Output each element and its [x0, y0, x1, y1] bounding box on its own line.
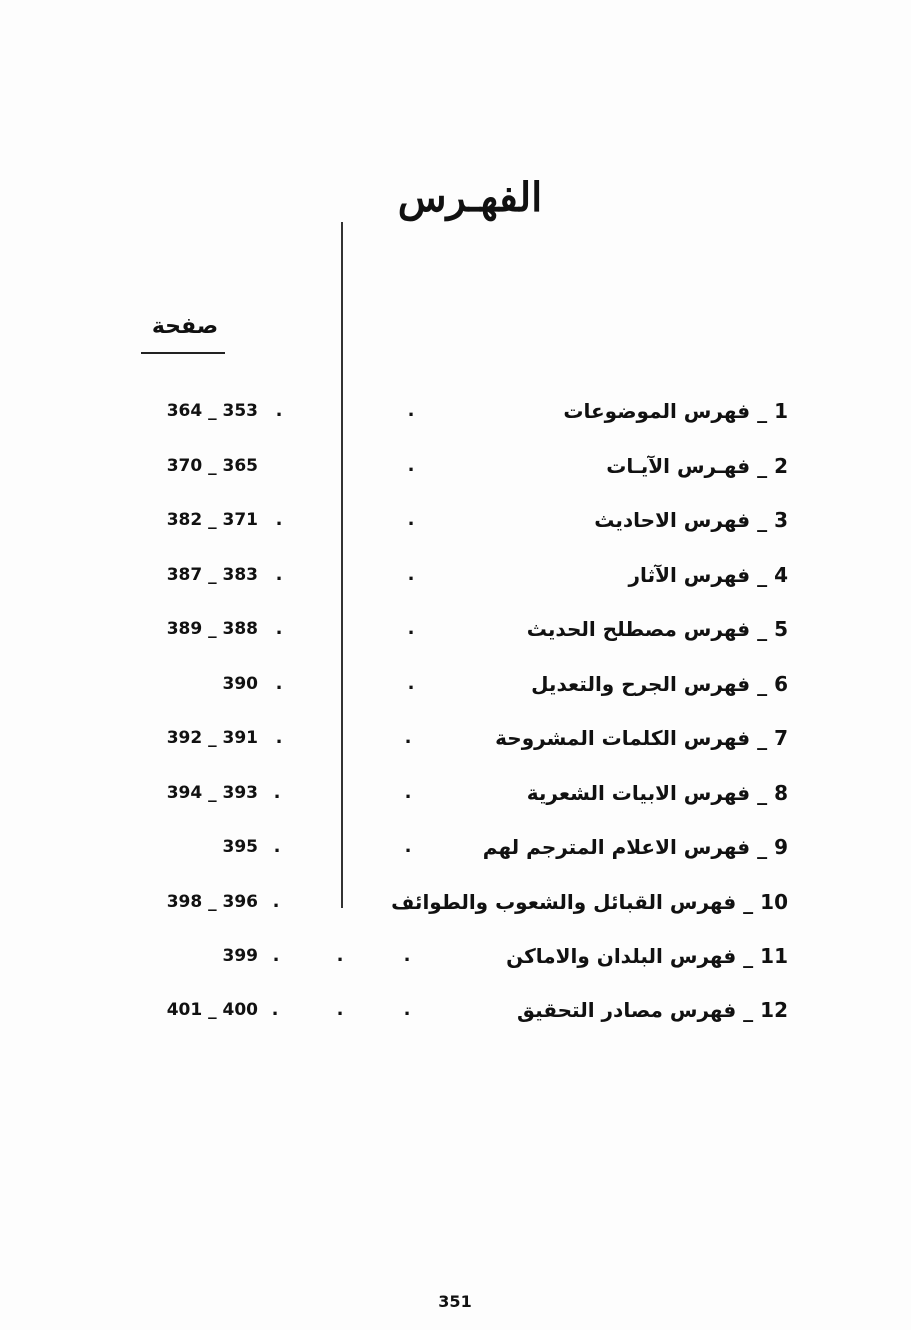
leader-dot: . — [404, 727, 412, 748]
entry-label: فهرس القبائل والشعوب والطوائف — [391, 890, 737, 914]
toc-entry: 4 _ فهرس الآثار — [628, 563, 788, 587]
entry-label: فهرس الكلمات المشروحة — [495, 726, 751, 750]
entry-pages: 390 — [222, 674, 258, 694]
toc-row-1 — [0, 394, 911, 428]
toc-row-11 — [0, 939, 911, 973]
entry-pages: 394 _ 393 — [166, 783, 258, 803]
leader-dot: . — [404, 836, 412, 857]
entry-number: 5 — [774, 617, 788, 641]
entry-pages: 387 _ 383 — [166, 565, 258, 585]
entry-number: 6 — [774, 672, 788, 696]
entry-number: 12 — [760, 998, 788, 1022]
leader-dot: . — [275, 400, 283, 421]
leader-dot: . — [275, 618, 283, 639]
leader-dot: . — [272, 891, 280, 912]
toc-row-7 — [0, 721, 911, 755]
toc-row-12 — [0, 993, 911, 1027]
index-title: الفهـرس — [397, 174, 543, 221]
leader-dot: . — [407, 673, 415, 694]
toc-entry: 3 _ فهرس الاحاديث — [594, 508, 788, 532]
entry-label: فهـرس الآيـات — [606, 454, 751, 478]
toc-entry: 6 _ فهرس الجرح والتعديل — [531, 672, 788, 696]
leader-dot: . — [407, 618, 415, 639]
entry-label: فهرس الاحاديث — [594, 508, 751, 532]
entry-number: 4 — [774, 563, 788, 587]
entry-number: 1 — [774, 399, 788, 423]
entry-number: 8 — [774, 781, 788, 805]
leader-dot: . — [275, 727, 283, 748]
entry-pages: 398 _ 396 — [166, 892, 258, 912]
toc-row-6 — [0, 667, 911, 701]
leader-dot: . — [407, 400, 415, 421]
leader-dot: . — [404, 782, 412, 803]
toc-entry: 5 _ فهرس مصطلح الحديث — [526, 617, 788, 641]
entry-pages: 382 _ 371 — [166, 510, 258, 530]
entry-pages: 395 — [222, 837, 258, 857]
entry-pages: 389 _ 388 — [166, 619, 258, 639]
toc-entry: 8 _ فهرس الابيات الشعرية — [526, 781, 788, 805]
toc-row-9 — [0, 830, 911, 864]
entry-label: فهرس الابيات الشعرية — [526, 781, 751, 805]
leader-dot: . — [273, 836, 281, 857]
leader-dot: . — [407, 564, 415, 585]
entry-pages: 370 _ 365 — [166, 456, 258, 476]
leader-dot: . — [403, 945, 411, 966]
toc-entry: 12 _ فهرس مصادر التحقيق — [517, 998, 788, 1022]
leader-dot: . — [275, 564, 283, 585]
footer-page-number: 351 — [438, 1292, 472, 1311]
entry-number: 3 — [774, 508, 788, 532]
toc-row-5 — [0, 612, 911, 646]
toc-entry: 10 _ فهرس القبائل والشعوب والطوائف — [391, 890, 788, 914]
toc-row-10 — [0, 885, 911, 919]
toc-row-8 — [0, 776, 911, 810]
leader-dot: . — [275, 673, 283, 694]
leader-dot: . — [336, 945, 344, 966]
entry-label: فهرس الآثار — [628, 563, 751, 587]
toc-row-3 — [0, 503, 911, 537]
leader-dot: . — [407, 455, 415, 476]
entry-pages: 399 — [222, 946, 258, 966]
entry-label: فهرس الموضوعات — [563, 399, 751, 423]
entry-pages: 392 _ 391 — [166, 728, 258, 748]
entry-label: فهرس مصادر التحقيق — [517, 998, 737, 1022]
entry-number: 11 — [760, 944, 788, 968]
entry-label: فهرس الجرح والتعديل — [531, 672, 751, 696]
entry-number: 2 — [774, 454, 788, 478]
entry-label: فهرس البلدان والاماكن — [506, 944, 737, 968]
toc-entry: 2 _ فهـرس الآيـات — [606, 454, 788, 478]
entry-pages: 401 _ 400 — [166, 1000, 258, 1020]
entry-label: فهرس الاعلام المترجم لهم — [482, 835, 751, 859]
toc-entry: 9 _ فهرس الاعلام المترجم لهم — [482, 835, 788, 859]
toc-entry: 11 _ فهرس البلدان والاماكن — [506, 944, 788, 968]
toc-entry: 1 _ فهرس الموضوعات — [563, 399, 788, 423]
entry-label: فهرس مصطلح الحديث — [526, 617, 751, 641]
page-column-header-underline — [141, 352, 225, 354]
entry-pages: 364 _ 353 — [166, 401, 258, 421]
leader-dot: . — [275, 509, 283, 530]
page-column-header: صفحة — [151, 314, 219, 339]
leader-dot: . — [272, 945, 280, 966]
toc-row-2 — [0, 449, 911, 483]
leader-dot: . — [407, 509, 415, 530]
entry-number: 9 — [774, 835, 788, 859]
toc-row-4 — [0, 558, 911, 592]
leader-dot: . — [273, 782, 281, 803]
leader-dot: . — [336, 999, 344, 1020]
entry-number: 10 — [760, 890, 788, 914]
leader-dot: . — [403, 999, 411, 1020]
toc-entry: 7 _ فهرس الكلمات المشروحة — [495, 726, 788, 750]
leader-dot: . — [271, 999, 279, 1020]
entry-number: 7 — [774, 726, 788, 750]
